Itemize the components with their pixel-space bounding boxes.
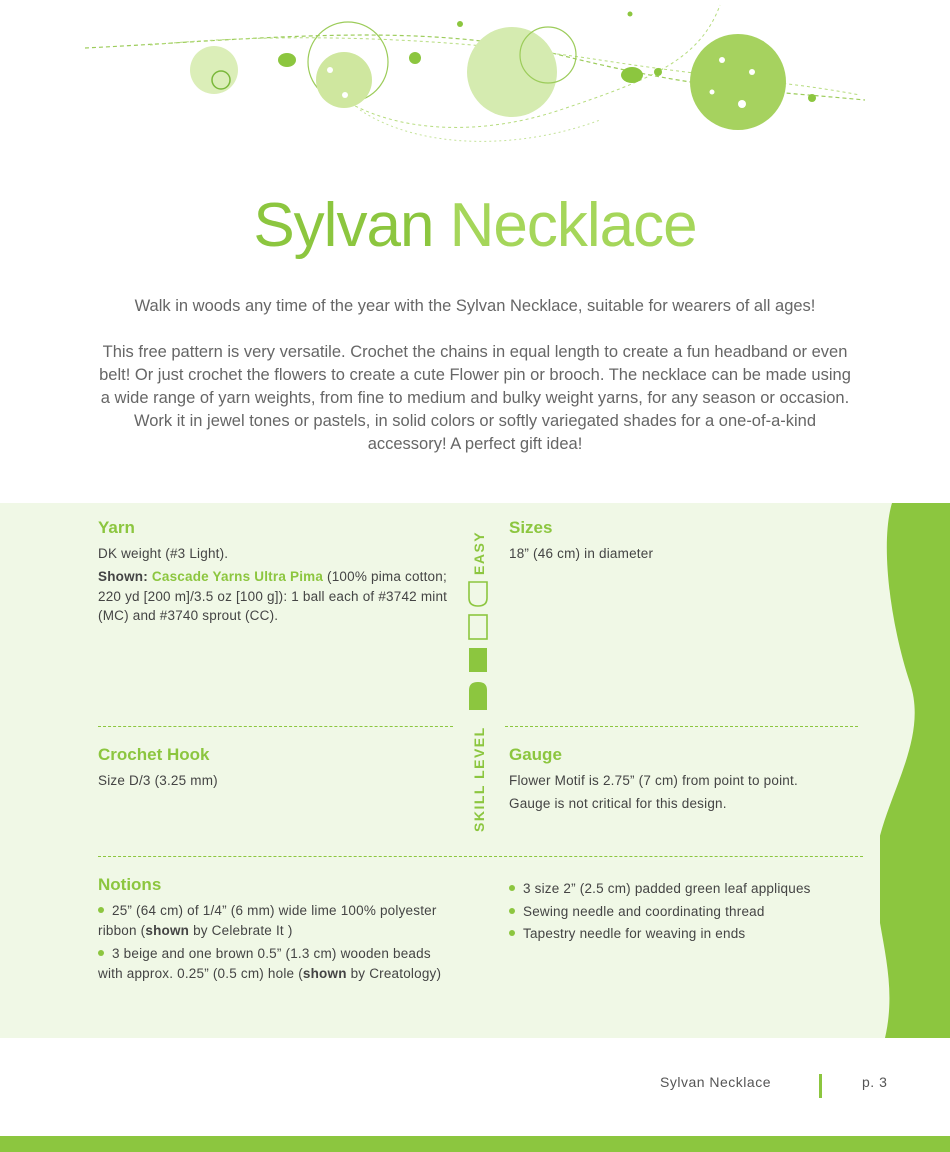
bullet-icon bbox=[98, 907, 104, 913]
notions-right-item-1: 3 size 2” (2.5 cm) padded green leaf appliques bbox=[523, 881, 811, 896]
yarn-heading: Yarn bbox=[98, 518, 135, 537]
page-title bbox=[0, 190, 950, 261]
notions-item-sewing-needle bbox=[509, 902, 869, 922]
notions-item-appliques bbox=[509, 879, 869, 899]
title-word-1: Sylvan bbox=[253, 191, 434, 260]
notions-item-2-bold: shown bbox=[302, 965, 347, 981]
sizes-text: 18” (46 cm) in diameter bbox=[509, 546, 654, 561]
gauge-heading: Gauge bbox=[509, 745, 562, 764]
gauge-line-1: Flower Motif is 2.75” (7 cm) from point to point. bbox=[509, 773, 798, 788]
footer-title: Sylvan Necklace bbox=[660, 1074, 771, 1090]
intro-paragraph-1: Walk in woods any time of the year with the Sylvan Necklace, suitable for wearers of all ages! bbox=[134, 297, 816, 315]
notions-item-ribbon bbox=[98, 901, 453, 940]
notions-item-1-post: by Celebrate It ) bbox=[189, 922, 293, 938]
divider-left bbox=[98, 726, 453, 727]
intro-paragraph-2: This free pattern is very versatile. Crochet the chains in equal length to create a fun headband or even belt! Or just crochet the flowers to create a cute Flower pin or brooch. The necklace can be made using a wide range of yarn weights, from fine to medium and bulky weight yarns, for any season or occasion. Work it in jewel tones or pastels, in solid colors or softly variegated shades for a one-of-a-kind accessory! A perfect gift idea! bbox=[99, 343, 851, 453]
notions-item-1-text: 25” (64 cm) of 1/4” (6 mm) wide lime 100% polyester ribbon ( bbox=[98, 903, 437, 938]
footer-bar bbox=[0, 1136, 950, 1152]
yarn-brand: Cascade Yarns Ultra Pima bbox=[151, 569, 324, 584]
decorative-banner bbox=[0, 0, 950, 160]
hook-text: Size D/3 (3.25 mm) bbox=[98, 773, 218, 788]
notions-item-tapestry-needle bbox=[509, 924, 869, 944]
bullet-icon bbox=[98, 950, 104, 956]
title-word-2: Necklace bbox=[449, 191, 697, 260]
wave-decoration bbox=[880, 503, 950, 1038]
footer-separator bbox=[819, 1074, 822, 1098]
divider-full bbox=[98, 856, 863, 857]
notions-item-1-bold: shown bbox=[145, 922, 190, 938]
yarn-shown bbox=[98, 567, 453, 626]
divider-right bbox=[505, 726, 858, 727]
skill-level-easy: EASY bbox=[471, 530, 487, 575]
yarn-detail: (100% pima cotton; 220 yd [200 m]/3.5 oz [100 g]): 1 ball each of #3742 mint (MC) and #3740 sprout (CC). bbox=[98, 569, 448, 623]
notions-right-item-2: Sewing needle and coordinating thread bbox=[523, 903, 765, 919]
gauge-line-2: Gauge is not critical for this design. bbox=[509, 796, 727, 811]
hook-heading: Crochet Hook bbox=[98, 745, 210, 764]
footer-page-number: p. 3 bbox=[862, 1074, 888, 1090]
notions-heading: Notions bbox=[98, 875, 162, 894]
yarn-weight: DK weight (#3 Light). bbox=[98, 546, 229, 561]
notions-list-left bbox=[98, 901, 453, 983]
skill-level-indicator bbox=[463, 520, 493, 835]
notions-item-2-post: by Creatology) bbox=[346, 965, 442, 981]
bullet-icon bbox=[509, 908, 515, 914]
bullet-icon bbox=[509, 930, 515, 936]
notions-list-right bbox=[509, 879, 869, 947]
notions-right-item-3: Tapestry needle for weaving in ends bbox=[523, 926, 746, 941]
skill-level-label: SKILL LEVEL bbox=[471, 726, 487, 832]
notions-item-2-text: 3 beige and one brown 0.5” (1.3 cm) wooden beads with approx. 0.25” (0.5 cm) hole ( bbox=[98, 946, 431, 981]
sizes-heading: Sizes bbox=[509, 518, 553, 537]
yarn-shown-label: Shown: bbox=[98, 569, 148, 584]
notions-item-beads bbox=[98, 944, 453, 983]
bullet-icon bbox=[509, 885, 515, 891]
